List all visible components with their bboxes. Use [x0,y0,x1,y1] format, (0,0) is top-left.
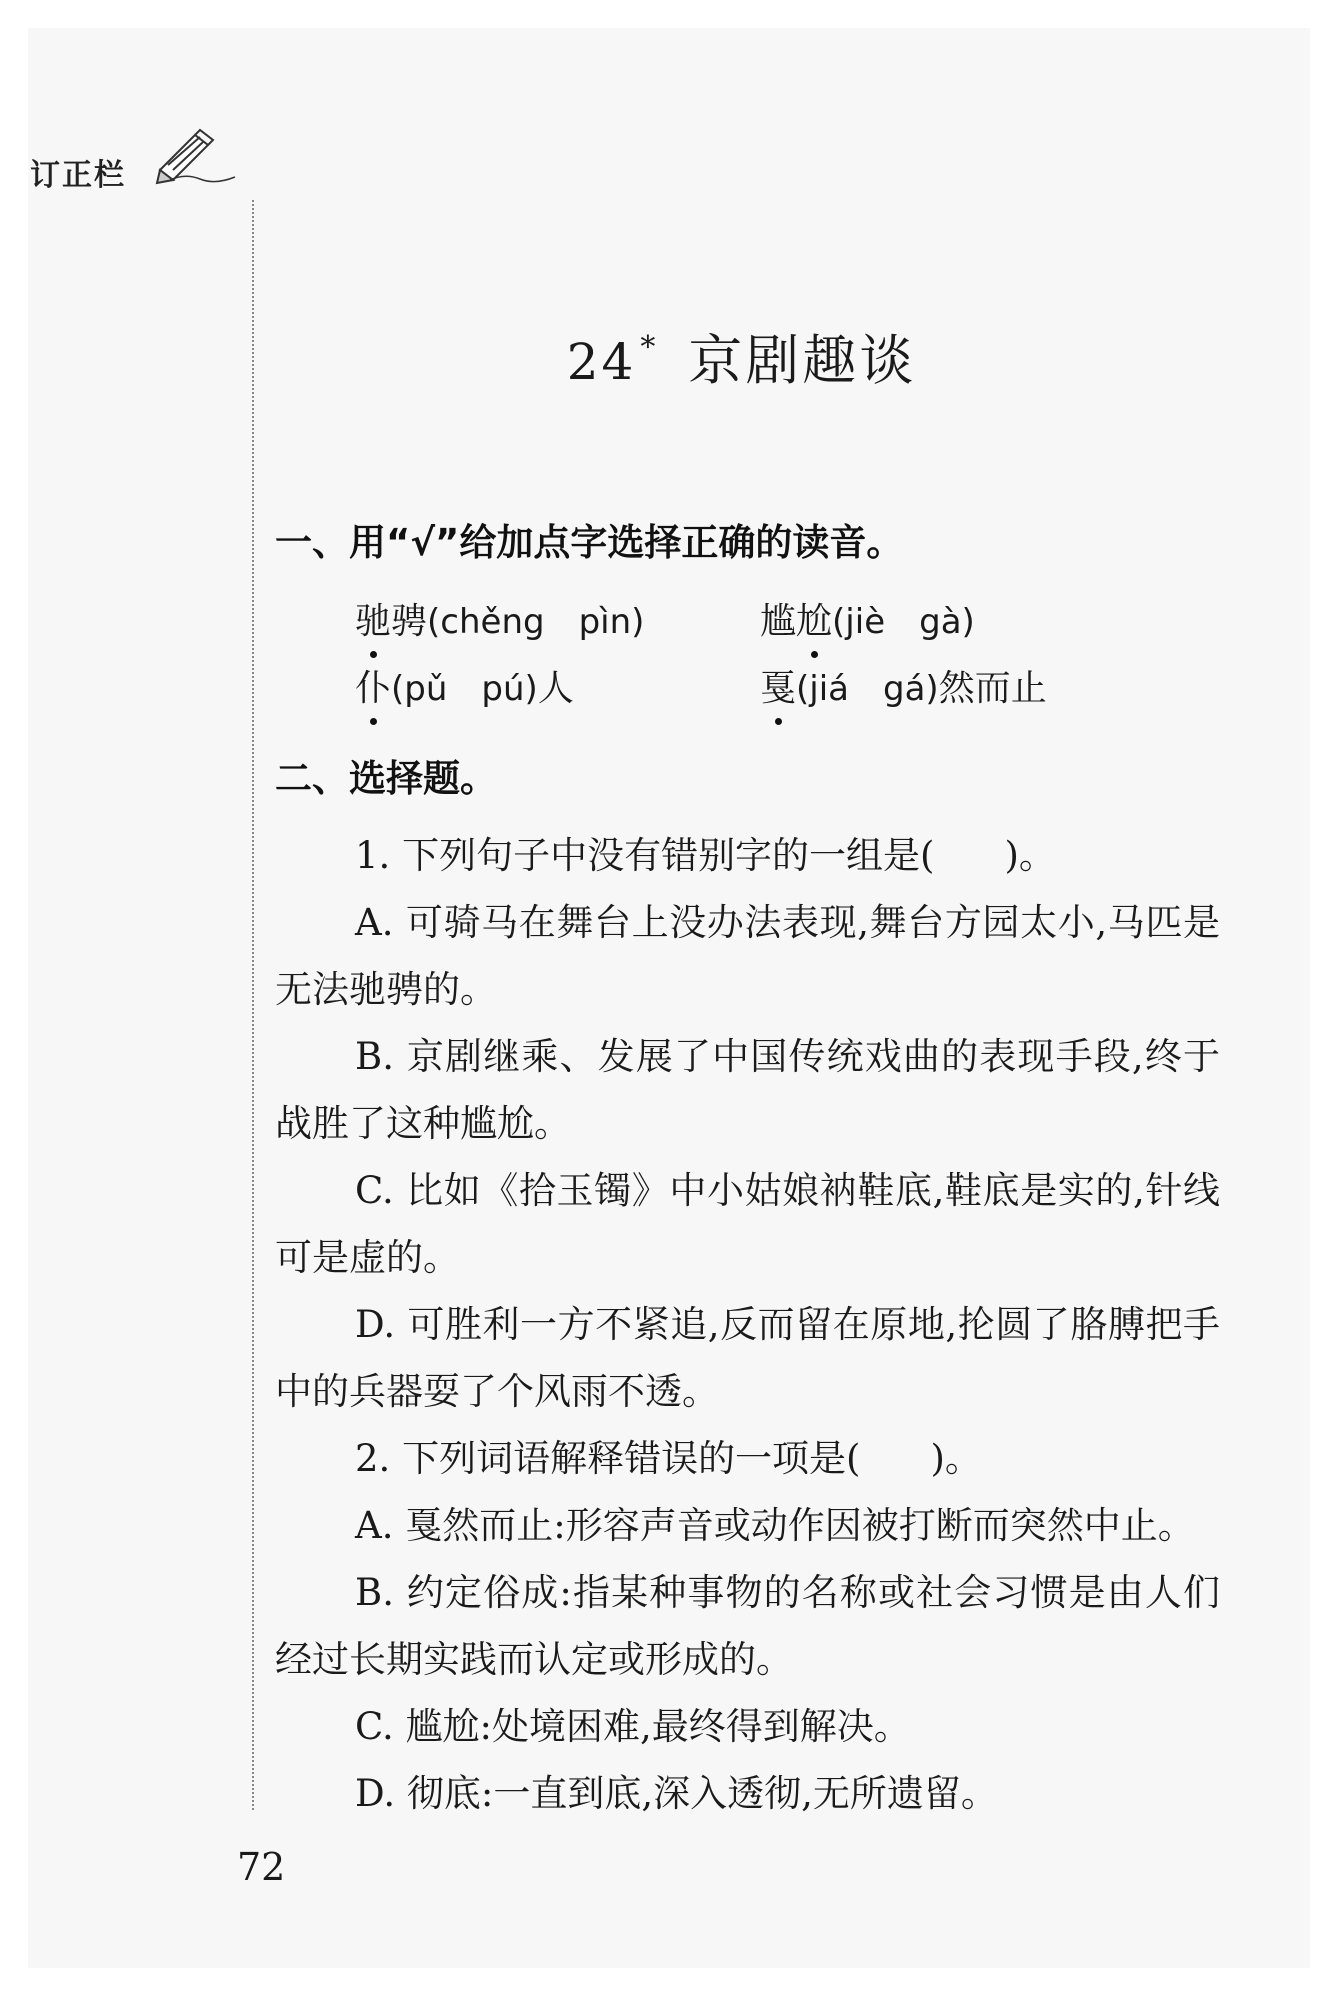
pinyin-options: (pǔ pú) [391,669,538,709]
q2-option-a: A. 戛然而止:形容声音或动作因被打断而突然中止。 [355,1504,1195,1547]
pinyin-options: (chěng pìn) [427,602,645,642]
pinyin-item-ganga: 尴尬(jiè gà) [760,593,975,644]
q1-option-a: A. 可骑马在舞台上没办法表现,舞台方园太小,马匹是无法驰骋的。 [275,901,1220,1011]
pinyin-options: (jiá gá) [796,669,939,709]
pinyin-item-jiaran: 戛(jiá gá)然而止 [760,660,1047,711]
dotted-char: 尬 [796,593,832,644]
q1-option-b: B. 京剧继乘、发展了中国传统戏曲的表现手段,终于战胜了这种尴尬。 [275,1035,1220,1145]
pinyin-options: (jiè gà) [832,602,975,642]
q1-option-d: D. 可胜利一方不紧追,反而留在原地,抡圆了胳膊把手中的兵器耍了个风雨不透。 [275,1303,1220,1413]
q2-option-c: C. 尴尬:处境困难,最终得到解决。 [355,1705,911,1748]
dotted-char: 驰 [355,593,391,644]
pinyin-item-puren: 仆(pǔ pú)人 [355,660,574,711]
optional-lesson-mark: * [640,330,659,365]
question-2-stem: 2. 下列词语解释错误的一项是( )。 [355,1437,982,1480]
question-1-stem: 1. 下列句子中没有错别字的一组是( )。 [355,834,1056,877]
lesson-title-text: 京剧趣谈 [688,329,917,392]
q1-option-c: C. 比如《拾玉镯》中小姑娘衲鞋底,鞋底是实的,针线可是虚的。 [275,1169,1220,1279]
q2-option-d: D. 彻底:一直到底,深入透彻,无所遗留。 [355,1772,998,1815]
margin-dotted-line [252,200,254,1810]
lesson-title [0,318,1333,395]
pinyin-row-2 [355,660,1255,710]
pinyin-row-1 [355,593,1255,643]
section2-heading: 二、选择题。 [275,757,497,800]
pinyin-item-chicheng: 驰骋(chěng pìn) [355,593,644,644]
lesson-number: 24 [566,333,637,391]
dotted-char: 仆 [355,660,391,711]
pencil-icon [140,125,240,185]
q2-option-b: B. 约定俗成:指某种事物的名称或社会习惯是由人们经过长期实践而认定或形成的。 [275,1571,1220,1681]
correction-column-label: 订正栏 [30,158,126,193]
section1-heading: 一、用“√”给加点字选择正确的读音。 [275,521,904,564]
dotted-char: 戛 [760,660,796,711]
page-number: 72 [237,1845,286,1889]
